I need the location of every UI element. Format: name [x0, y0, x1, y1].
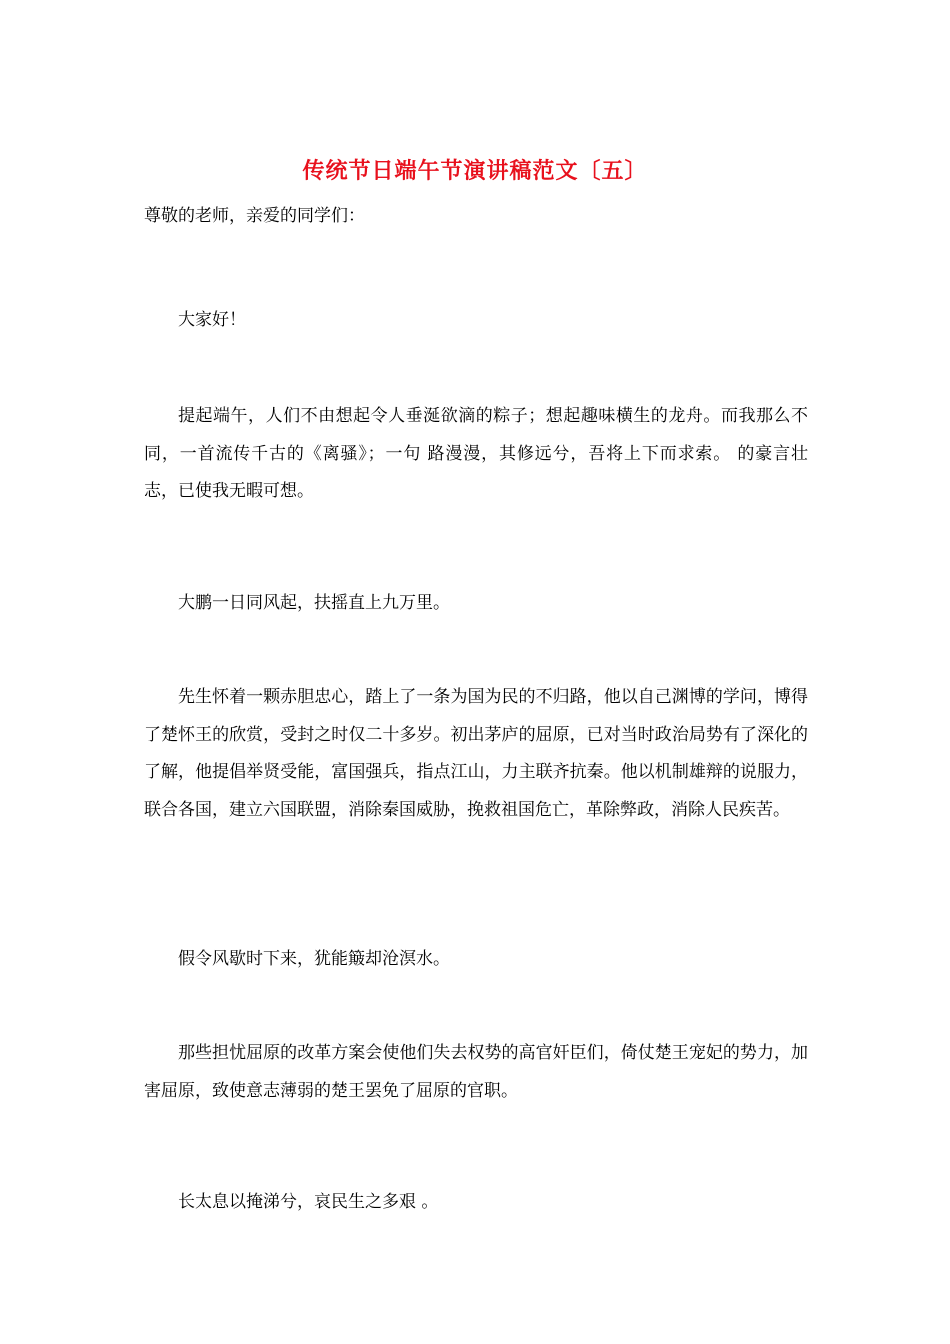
document-title: 传统节日端午节演讲稿范文〔五〕 — [302, 158, 648, 184]
paragraph-4: 先生怀着一颗赤胆忠心，踏上了一条为国为民的不归路，他以自己渊博的学问，博得了楚怀王的欣赏，受封之时仅二十多岁。初出茅庐的屈原，已对当时政治局势有了深化的了解，他提倡举贤受能，富国强兵，指点江山，力主联齐抗秦。他以机制雄辩的说服力，联合各国，建立六国联盟，消除秦国威胁，挽救祖国危亡，革除弊政，消除人民疾苦。 — [144, 687, 808, 820]
paragraph-6: 那些担忧屈原的改革方案会使他们失去权势的高官奸臣们，倚仗楚王宠妃的势力，加害屈原，致使意志薄弱的楚王罢免了屈原的官职。 — [144, 1043, 808, 1101]
paragraph-1: 大家好！ — [178, 310, 246, 330]
paragraph-2: 提起端午，人们不由想起令人垂涎欲滴的粽子；想起趣味横生的龙舟。而我那么不同，一首流传千古的《离骚》；一句 路漫漫，其修远兮，吾将上下而求索。 的豪言壮志，已使我无暇可想。 — [144, 406, 808, 501]
paragraph-5: 假令风歇时下来，犹能簸却沧溟水。 — [178, 949, 450, 969]
greeting: 尊敬的老师，亲爱的同学们： — [144, 206, 365, 226]
paragraph-7: 长太息以掩涕兮，哀民生之多艰 。 — [178, 1192, 439, 1212]
paragraph-3: 大鹏一日同风起，扶摇直上九万里。 — [178, 593, 450, 613]
